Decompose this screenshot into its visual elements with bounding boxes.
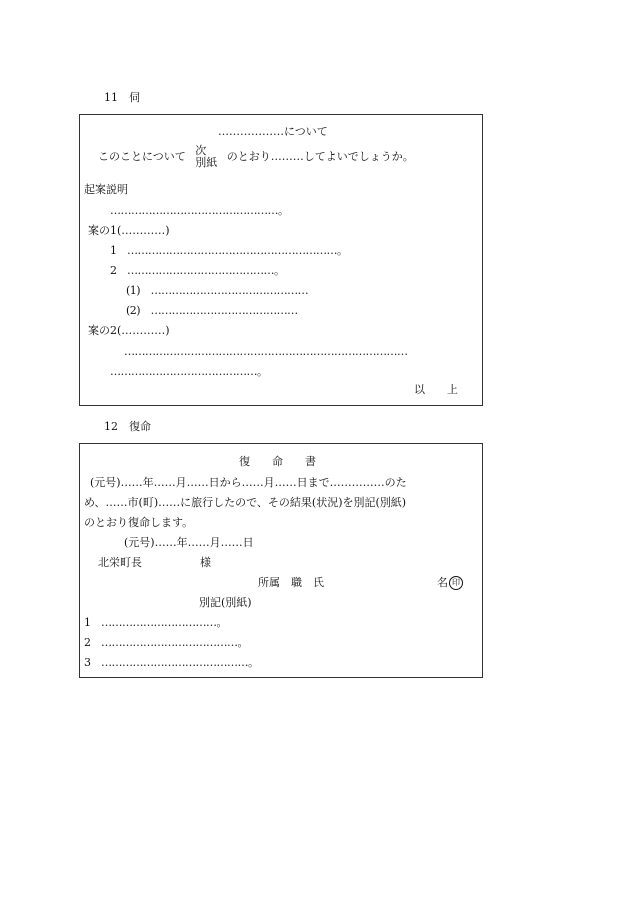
appendix-line-3: 3 ……………………………………。 <box>84 656 259 669</box>
body-options <box>195 145 217 169</box>
body-line <box>98 145 414 169</box>
section-12-box <box>79 443 483 678</box>
report-paragraph-line-2: め、……市(町)……に旅行したので、その結果(状況)を別記(別紙) <box>84 496 407 509</box>
plan-1-item-1: 1 ……………………………………………………。 <box>110 244 348 257</box>
body-suffix: のとおり………してよいでしょうか。 <box>226 150 414 164</box>
section-12-heading: 12 復命 <box>104 420 151 433</box>
body-prefix: このことについて <box>98 150 186 164</box>
plan-1: 案の1(…………) <box>88 224 170 237</box>
report-paragraph-line-1: (元号)……年……月……日から……月……日まで……………のた <box>90 476 407 489</box>
plan-2: 案の2(…………) <box>88 324 170 337</box>
plan-1-sub-2: (2) …………………………………… <box>126 304 298 317</box>
report-title: 復 命 書 <box>239 455 316 468</box>
plan-2-line-2: ……………………………………。 <box>110 365 268 378</box>
subject-line: ………………について <box>218 125 328 138</box>
appendix-line-2: 2 …………………………………。 <box>84 636 248 649</box>
plan-1-sub-1: (1) ……………………………………… <box>126 284 309 297</box>
honorific: 様 <box>200 556 211 569</box>
body-option-2: 別紙 <box>195 156 218 170</box>
affiliation-label: 所属 職 氏 <box>258 576 324 589</box>
plan-2-line-1: ……………………………………………………………………… <box>124 345 408 358</box>
appendix-line-1: 1 ……………………………。 <box>84 616 227 629</box>
name-with-seal <box>437 576 463 590</box>
explain-title: 起案説明 <box>84 183 128 196</box>
plan-1-item-2: 2 ……………………………………。 <box>110 264 285 277</box>
end-mark: 以 上 <box>414 383 458 396</box>
seal-icon: 印 <box>449 576 463 590</box>
appendix-title: 別記(別紙) <box>199 596 252 609</box>
report-date: (元号)……年……月……日 <box>124 536 254 549</box>
explain-line: …………………………………………。 <box>110 204 289 217</box>
section-11-box <box>79 114 483 406</box>
body-option-1: 次 <box>195 144 207 157</box>
addressee: 北栄町長 <box>98 556 142 569</box>
name-label: 名 <box>437 576 448 589</box>
section-11-heading: 11 伺 <box>104 91 140 104</box>
report-paragraph-line-3: のとおり復命します。 <box>84 516 194 529</box>
